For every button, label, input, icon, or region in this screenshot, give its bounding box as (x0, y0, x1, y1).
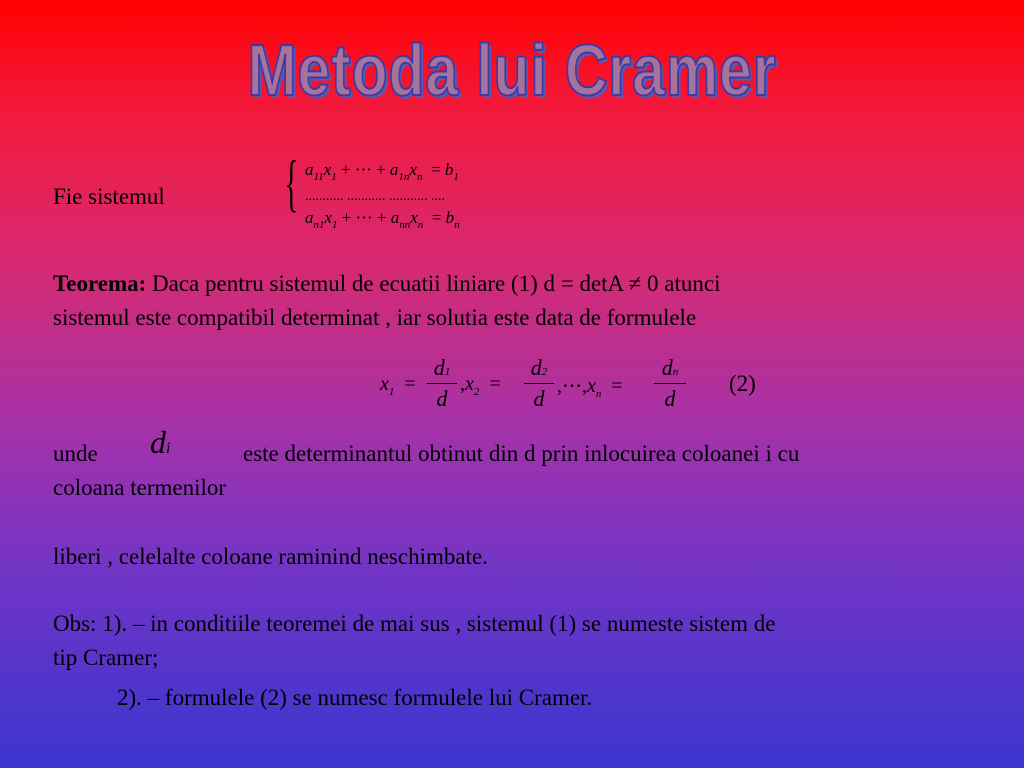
system-brace: { (284, 147, 299, 218)
obs-line-3: 2). – formulele (2) se numesc formulele lui Cramer. (117, 685, 593, 710)
obs-line-2: tip Cramer; (53, 645, 159, 670)
fraction-d1-d: $\frac{d1}{d}$ (427, 355, 457, 412)
fraction-dn-d: $\frac{dn}{d}$ (654, 355, 686, 412)
unde-line-2: coloana termenilor (53, 475, 227, 500)
system-row-1: $a_{11}x_1$ + ⋯ + $a_{1n}x_n = b_1$ (305, 160, 459, 183)
liberi-text: liberi , celelalte coloane raminind neschimbate. (53, 544, 488, 569)
fraction-d2-d: $\frac{d2}{d}$ (524, 355, 554, 412)
theorem-label: Teorema: (53, 271, 147, 296)
theorem-text: Daca pentru sistemul de ecuatii liniare (1) d = detA ≠ 0 atunci (146, 271, 721, 296)
formula-xn: $,\cdots,x_n$ = (557, 375, 623, 400)
theorem-line-2: sistemul este compatibil determinat , iar solutia este data de formulele (53, 305, 697, 330)
obs-line-1: Obs: 1). – in conditiile teoremei de mai sus , sistemul (1) se numeste sistem de (53, 611, 776, 636)
theorem-line-1 (53, 268, 993, 299)
slide-title: Metoda lui Cramer (247, 31, 777, 111)
system-row-dots: ........... ........... ........... .... (305, 189, 445, 204)
di-symbol: di (150, 424, 171, 460)
formula-x2: $,x_2$ = (460, 373, 501, 398)
unde-word: unde (53, 441, 98, 466)
unde-description: este determinantul obtinut din d prin inlocuirea coloanei i cu (243, 441, 800, 466)
intro-text: Fie sistemul (53, 184, 165, 209)
system-row-n: $a_{n1}x_1$ + ⋯ + $a_{nn}x_n = b_n$ (305, 208, 460, 231)
formula-label: (2) (729, 371, 756, 396)
formula-x1: $x_1$ = (380, 373, 416, 398)
